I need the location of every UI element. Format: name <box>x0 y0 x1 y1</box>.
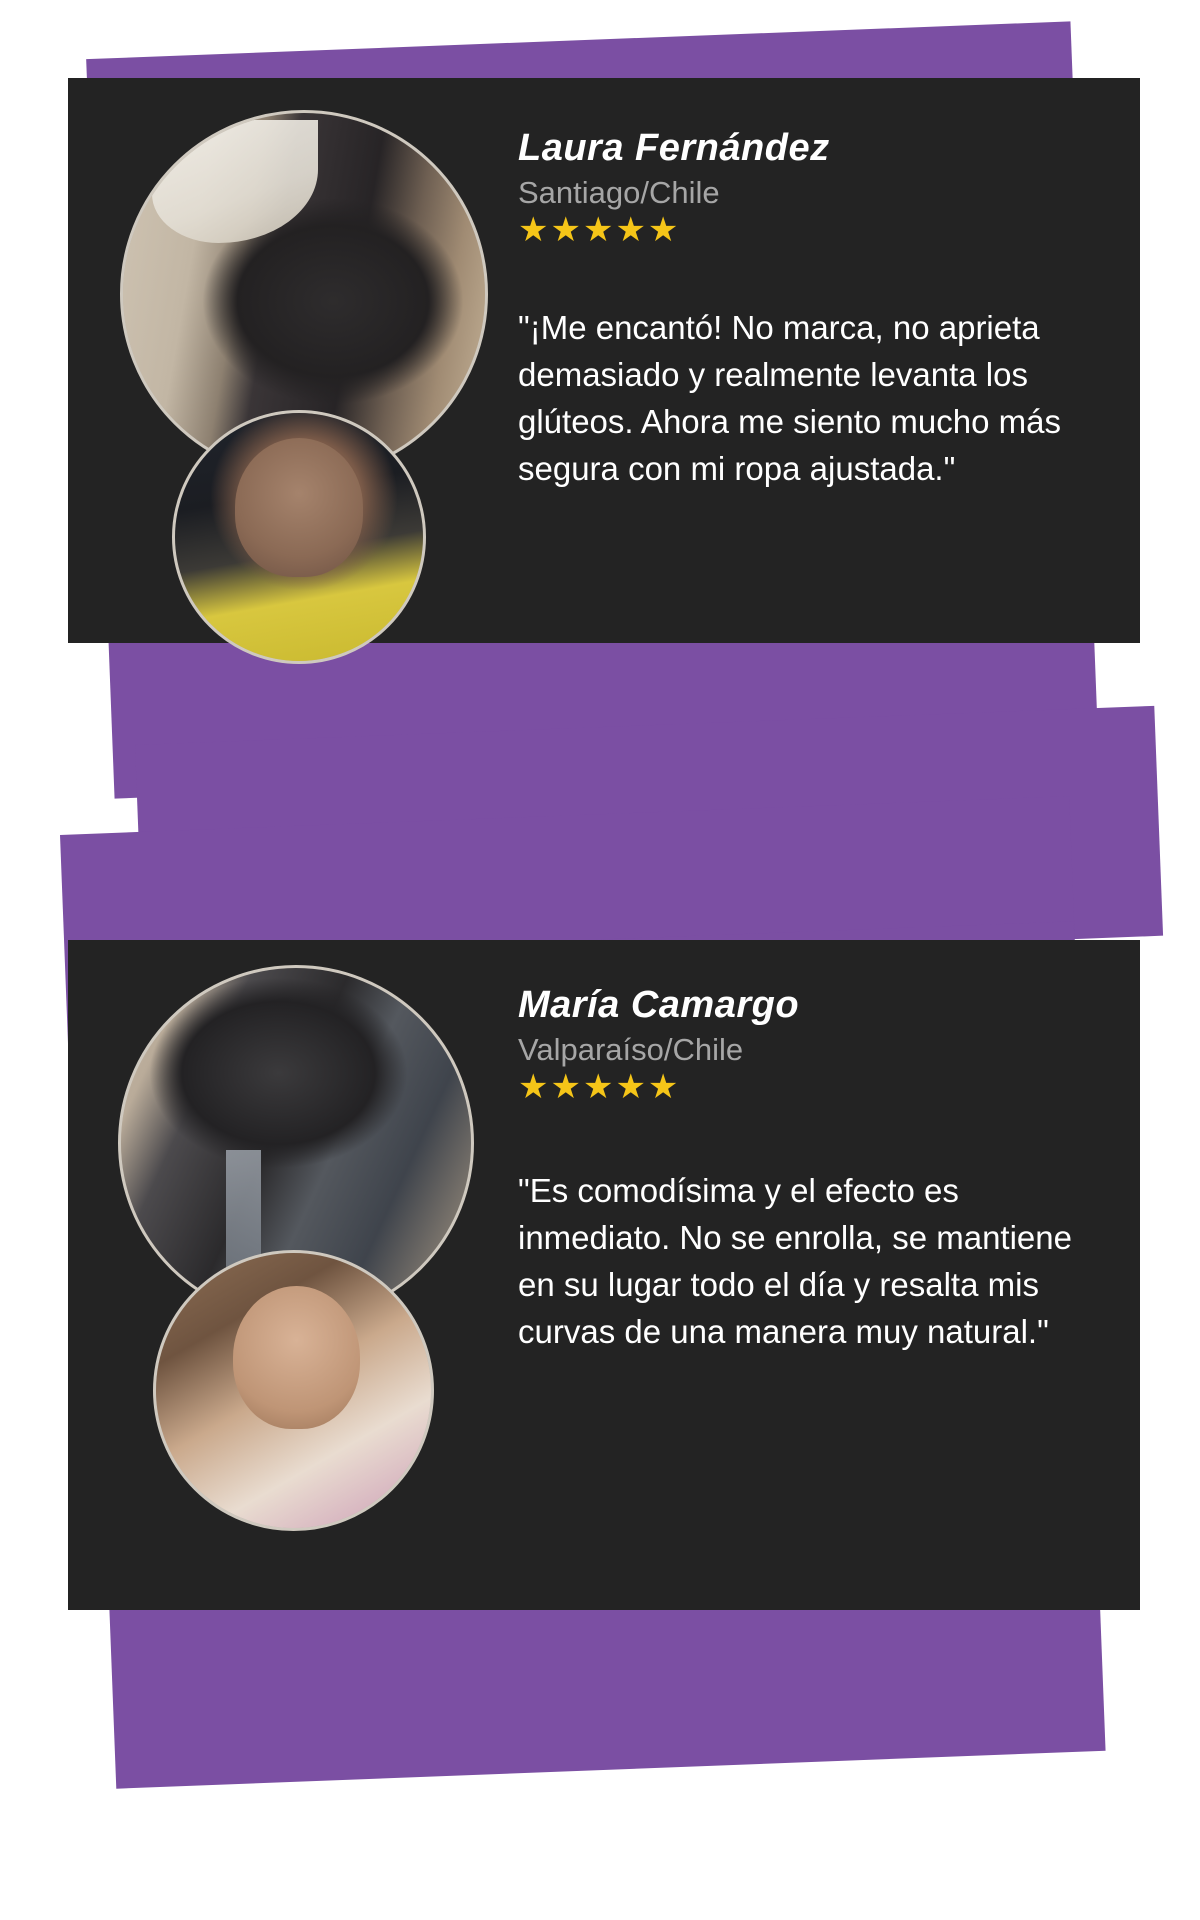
photo-stack <box>110 110 490 630</box>
review-quote: "¡Me encantó! No marca, no aprieta demasiado y realmente levanta los glúteos. Ahora me siento mucho más segura con mi ropa ajustada." <box>518 309 1061 487</box>
reviewer-name: Laura Fernández <box>518 127 830 169</box>
star-rating-icon: ★★★★★ <box>518 1067 681 1106</box>
customer-portrait-image <box>156 1253 431 1528</box>
testimonial-card-2 <box>0 910 1200 1910</box>
reviewer-name: María Camargo <box>518 984 800 1026</box>
reviewer-location: Santiago/Chile <box>518 174 720 210</box>
review-card <box>68 78 1140 643</box>
review-text-column <box>518 128 1098 526</box>
star-rating-icon: ★★★★★ <box>518 210 681 249</box>
review-text-column <box>518 985 1098 1389</box>
review-card <box>68 940 1140 1610</box>
customer-portrait-image <box>175 413 423 661</box>
reviewer-location: Valparaíso/Chile <box>518 1031 744 1067</box>
review-quote: "Es comodísima y el efecto es inmediato. No se enrolla, se mantiene en su lugar todo el día y resalta mis curvas de una manera muy natural." <box>518 1172 1072 1350</box>
photo-stack <box>98 965 478 1585</box>
customer-portrait <box>153 1250 434 1531</box>
customer-portrait <box>172 410 426 664</box>
